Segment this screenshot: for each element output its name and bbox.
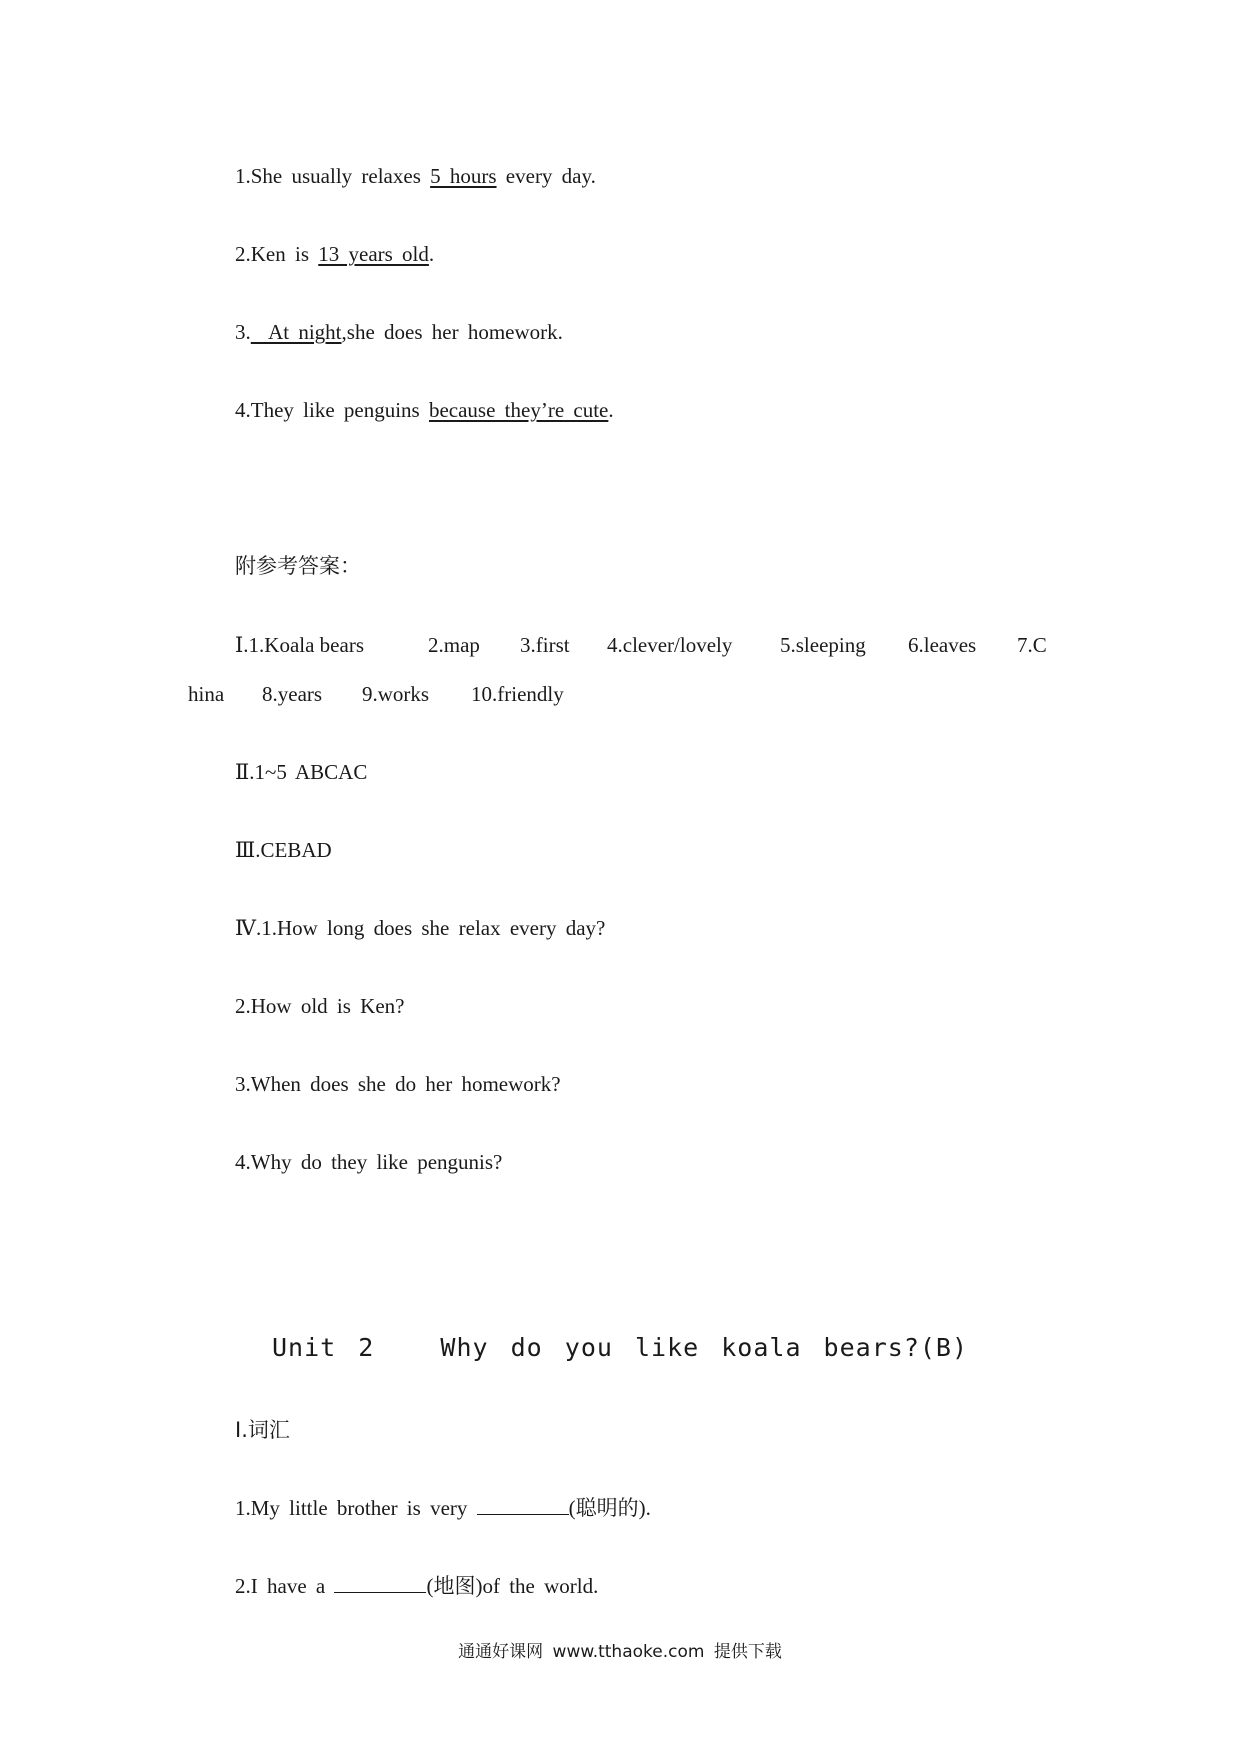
section-vocabulary-heading: Ⅰ.词汇 xyxy=(235,1418,290,1442)
answer-key-part4-q4: 4.Why do they like pengunis? xyxy=(235,1150,503,1174)
underlined-answer: because they’re cute xyxy=(428,398,609,422)
answer-item: 7.C xyxy=(1017,633,1047,657)
vocab-question-2: 2.I have a (地图)of the world. xyxy=(235,1574,599,1598)
underlined-answer: At night xyxy=(250,320,342,344)
exercise-item-3: 3. At night,she does her homework. xyxy=(235,320,563,344)
answer-item: 5.sleeping xyxy=(780,633,866,657)
unit-title: Unit 2 Why do you like koala bears?(B) xyxy=(271,1333,969,1362)
answer-key-heading: 附参考答案： xyxy=(235,554,361,578)
exercise-item-4: 4.They like penguins because they’re cute. xyxy=(235,398,614,422)
answer-item: hina xyxy=(188,682,225,706)
answer-key-part2: Ⅱ.1~5 ABCAC xyxy=(235,760,368,784)
answer-blank[interactable] xyxy=(334,1574,426,1593)
answer-item: 9.works xyxy=(362,682,430,706)
underlined-answer: 5 hours xyxy=(430,164,497,188)
answer-item: 8.years xyxy=(262,682,323,706)
answer-key-part3: Ⅲ.CEBAD xyxy=(235,838,332,862)
answer-item: Ⅰ.1.Koala bears xyxy=(235,633,364,657)
answer-key-part1-line1 xyxy=(0,632,1240,658)
answer-key-part1-line2 xyxy=(0,681,1240,707)
answer-item: 2.map xyxy=(428,633,480,657)
exercise-item-1: 1.She usually relaxes 5 hours every day. xyxy=(235,164,596,188)
answer-item: 10.friendly xyxy=(471,682,564,706)
answer-item: 3.first xyxy=(520,633,570,657)
answer-item: 6.leaves xyxy=(908,633,977,657)
underlined-answer: 13 years old xyxy=(318,242,429,266)
answer-key-part4-q1: Ⅳ.1.How long does she relax every day? xyxy=(235,916,606,940)
vocab-question-1: 1.My little brother is very (聪明的). xyxy=(235,1496,651,1520)
answer-item: 4.clever/lovely xyxy=(607,633,733,657)
page-footer: 通通好课网 www.tthaoke.com 提供下载 xyxy=(458,1642,782,1662)
answer-key-part4-q2: 2.How old is Ken? xyxy=(235,994,405,1018)
answer-key-part4-q3: 3.When does she do her homework? xyxy=(235,1072,561,1096)
answer-blank[interactable] xyxy=(477,1496,569,1515)
exercise-item-2: 2.Ken is 13 years old. xyxy=(235,242,435,266)
